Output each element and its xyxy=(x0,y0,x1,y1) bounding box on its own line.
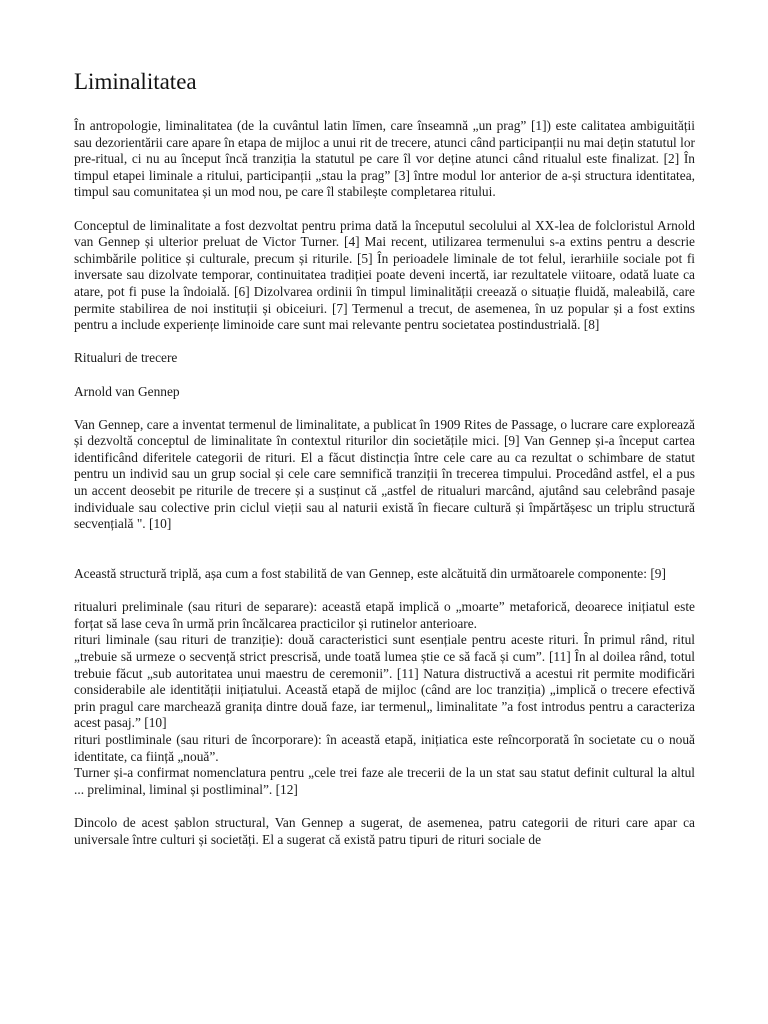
paragraph-liminal: rituri liminale (sau rituri de tranziție): două caracteristici sunt esențiale pentru aceste rituri. În primul rând, ritul „trebuie să urmeze o secvență strict prescrisă, unde toată lumea știe ce să facă și cum”. [11] În al doilea rând, totul trebuie făcut „sub autoritatea unui maestru de ceremonii”. [11] Natura distructivă a acestui rit permite modificări considerabile ale identității inițiatului. Această etapă de mijloc (când are loc tranziția) „implică o trecere efectivă prin pragul care marchează granița dintre două faze, iar termenul„ liminalitate ”a fost introdus pentru a caracteriza acest pasaj.” [10] xyxy=(74,632,695,731)
paragraph-preliminal: ritualuri preliminale (sau rituri de separare): această etapă implică o „moarte” metaforică, deoarece inițiatul este forțat să lase ceva în urmă prin încălcarea practicilor și rutinelor anterioare. xyxy=(74,599,695,631)
paragraph-intro: În antropologie, liminalitatea (de la cuvântul latin līmen, care înseamnă „un prag” [1]) este calitatea ambiguității sau dezorientării care apare în etapa de mijloc a unui rit de trecere, atunci când participanții nu mai dețin statutul lor pre-ritual, ci nu au început încă tranziția la statutul pe care îl vor deține atunci când ritualul este finalizat. [2] În timpul etapei liminale a ritului, participanții „stau la prag” [3] între modul lor anterior de a-și structura identitatea, timpul sau comunitatea și un mod nou, pe care îl stabilește completarea ritului. xyxy=(74,118,695,200)
paragraph-turner: Turner și-a confirmat nomenclatura pentru „cele trei faze ale trecerii de la un stat sau statut definit cultural la altul ... preliminal, liminal și postliminal”. [12] xyxy=(74,765,695,797)
document-title: Liminalitatea xyxy=(74,69,197,94)
document-page xyxy=(74,60,695,848)
paragraph-gap xyxy=(74,201,695,218)
paragraph-categories: Dincolo de acest șablon structural, Van Gennep a sugerat, de asemenea, patru categorii de rituri care apar ca universale între culturi și societăți. El a sugerat că există patru tipuri de rituri sociale de xyxy=(74,814,695,847)
paragraph-gap xyxy=(74,583,695,600)
paragraph-postliminal: rituri postliminale (sau rituri de încorporare): în această etapă, inițiatica este reîncorporată în societate cu o nouă identitate, ca ființă „nouă”. xyxy=(74,731,695,764)
section-heading-gennep: Arnold van Gennep xyxy=(74,383,180,399)
paragraph-gap xyxy=(74,334,695,351)
paragraph-gap xyxy=(74,400,695,417)
paragraph-structure: Această structură triplă, așa cum a fost stabilită de van Gennep, este alcătuită din următoarele componente: [9] xyxy=(74,566,666,582)
paragraph-gap xyxy=(74,533,695,566)
section-heading-rituals: Ritualuri de trecere xyxy=(74,350,178,366)
paragraph-concept: Conceptul de liminalitate a fost dezvoltat pentru prima dată la începutul secolului al XX-lea de folcloristul Arnold van Gennep și ulterior preluat de Victor Turner. [4] Mai recent, utilizarea termenului s-a extins pentru a descrie schimbările politice și culturale, precum și riturile. [5] În perioadele liminale de tot felul, ierarhiile sociale pot fi inversate sau dizolvate temporar, continuitatea tradiției poate deveni incertă, iar rezultatele viitoare, odată luate ca atare, pot fi puse la îndoială. [6] Dizolvarea ordinii în timpul liminalității creează o situație fluidă, maleabilă, care permite stabilirea de noi instituții și obiceiuri. [7] Termenul a trecut, de asemenea, în uz popular și a fost extins pentru a include experiențe liminoide care sunt mai relevante pentru societatea postindustrială. [8] xyxy=(74,217,695,333)
paragraph-gap xyxy=(74,798,695,815)
paragraph-gap xyxy=(74,367,695,384)
paragraph-gennep: Van Gennep, care a inventat termenul de liminalitate, a publicat în 1909 Rites de Passage, o lucrare care explorează și dezvoltă conceptul de liminalitate în contextul riturilor din societățile mici. [9] Van Gennep și-a început cartea identificând diferitele categorii de rituri. El a făcut distincția între cele care au ca rezultat o schimbare de statut pentru un individ sau un grup social și cele care semnifică tranziții în trecerea timpului. Procedând astfel, el a pus un accent deosebit pe riturile de trecere și a susținut că „astfel de ritualuri marcând, ajutând sau celebrând pasaje individuale sau colective prin ciclul vieții sau al naturii există în fiecare cultură și împărtășesc un triplu structură secvențială ". [10] xyxy=(74,416,695,532)
